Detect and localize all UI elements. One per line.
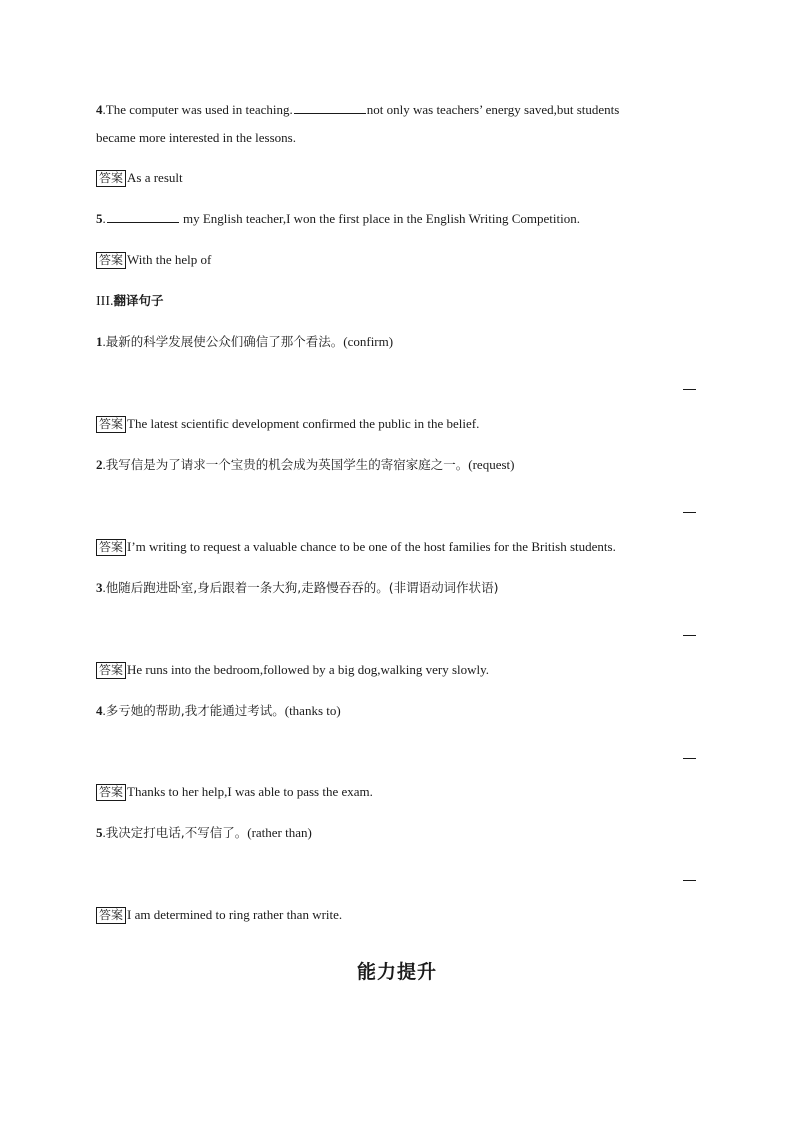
- answer-label-tag: 答案: [96, 252, 126, 269]
- answer-text: I am determined to ring rather than write.: [127, 907, 343, 922]
- chinese-sentence: 多亏她的帮助,我才能通过考试。: [105, 703, 285, 718]
- question-hint: (request): [468, 457, 515, 472]
- answer-blank: [107, 210, 179, 223]
- question-text-before: The computer was used in teaching.: [105, 102, 293, 117]
- answer-line: [96, 251, 211, 269]
- question-hint: (thanks to): [284, 703, 341, 718]
- translation-question-5: 5.我决定打电话,不写信了。(rather than): [96, 825, 312, 840]
- translation-question-4: 4.多亏她的帮助,我才能通过考试。(thanks to): [96, 703, 341, 718]
- answer-label-tag: 答案: [96, 170, 126, 187]
- question-number: 1: [96, 334, 103, 349]
- answer-line: [96, 169, 183, 187]
- fill-in-question-5: 5. my English teacher,I won the first place in the English Writing Competition.: [96, 211, 580, 226]
- answer-label-tag: 答案: [96, 416, 126, 433]
- answer-line: [96, 661, 489, 679]
- fill-in-question-4: 4.The computer was used in teaching. not only was teachers’ energy saved,but students: [96, 102, 620, 117]
- answer-dash: [683, 389, 696, 390]
- question-hint: (非谓语动词作状语): [388, 580, 499, 595]
- question-number: 4: [96, 703, 103, 718]
- section-title: 翻译句子: [113, 293, 164, 308]
- question-number: 5: [96, 211, 103, 226]
- answer-dash: [683, 758, 696, 759]
- question-text-after: not only was teachers’ energy saved,but students: [366, 102, 620, 117]
- answer-dash: [683, 512, 696, 513]
- translation-question-3: 3.他随后跑进卧室,身后跟着一条大狗,走路慢吞吞的。(非谓语动词作状语): [96, 580, 499, 595]
- answer-label-tag: 答案: [96, 784, 126, 801]
- chinese-sentence: 我决定打电话,不写信了。: [105, 825, 248, 840]
- answer-line: [96, 415, 479, 433]
- answer-blank: [294, 101, 366, 114]
- translation-question-2: 2.我写信是为了请求一个宝贵的机会成为英国学生的寄宿家庭之一。(request): [96, 457, 515, 472]
- question-text-after: my English teacher,I won the first place in the English Writing Competition.: [183, 211, 580, 226]
- answer-line: [96, 538, 616, 556]
- answer-label-tag: 答案: [96, 662, 126, 679]
- question-number: 5: [96, 825, 103, 840]
- answer-text: With the help of: [127, 252, 212, 267]
- answer-text: He runs into the bedroom,followed by a big dog,walking very slowly.: [127, 662, 490, 677]
- answer-text: The latest scientific development confirmed the public in the belief.: [127, 416, 480, 431]
- chinese-sentence: 我写信是为了请求一个宝贵的机会成为英国学生的寄宿家庭之一。: [105, 457, 469, 472]
- question-hint: (confirm): [343, 334, 394, 349]
- answer-text: I’m writing to request a valuable chance to be one of the host families for the British students.: [127, 539, 616, 554]
- answer-line: [96, 906, 342, 924]
- section-heading: [96, 291, 164, 310]
- question-continuation: became more interested in the lessons.: [96, 130, 296, 145]
- section-roman-numeral: III.: [96, 294, 114, 309]
- translation-question-1: 1.最新的科学发展使公众们确信了那个看法。(confirm): [96, 334, 394, 349]
- question-number: 2: [96, 457, 103, 472]
- question-hint: (rather than): [247, 825, 312, 840]
- section-title-ability-improvement: 能力提升: [356, 961, 437, 983]
- question-number: 3: [96, 580, 103, 595]
- answer-text: Thanks to her help,I was able to pass the exam.: [127, 784, 373, 799]
- answer-line: [96, 783, 373, 801]
- answer-text: As a result: [127, 170, 183, 185]
- chinese-sentence: 最新的科学发展使公众们确信了那个看法。: [105, 334, 344, 349]
- answer-label-tag: 答案: [96, 907, 126, 924]
- answer-label-tag: 答案: [96, 539, 126, 556]
- question-number: 4: [96, 102, 103, 117]
- answer-dash: [683, 880, 696, 881]
- chinese-sentence: 他随后跑进卧室,身后跟着一条大狗,走路慢吞吞的。: [105, 580, 389, 595]
- answer-dash: [683, 635, 696, 636]
